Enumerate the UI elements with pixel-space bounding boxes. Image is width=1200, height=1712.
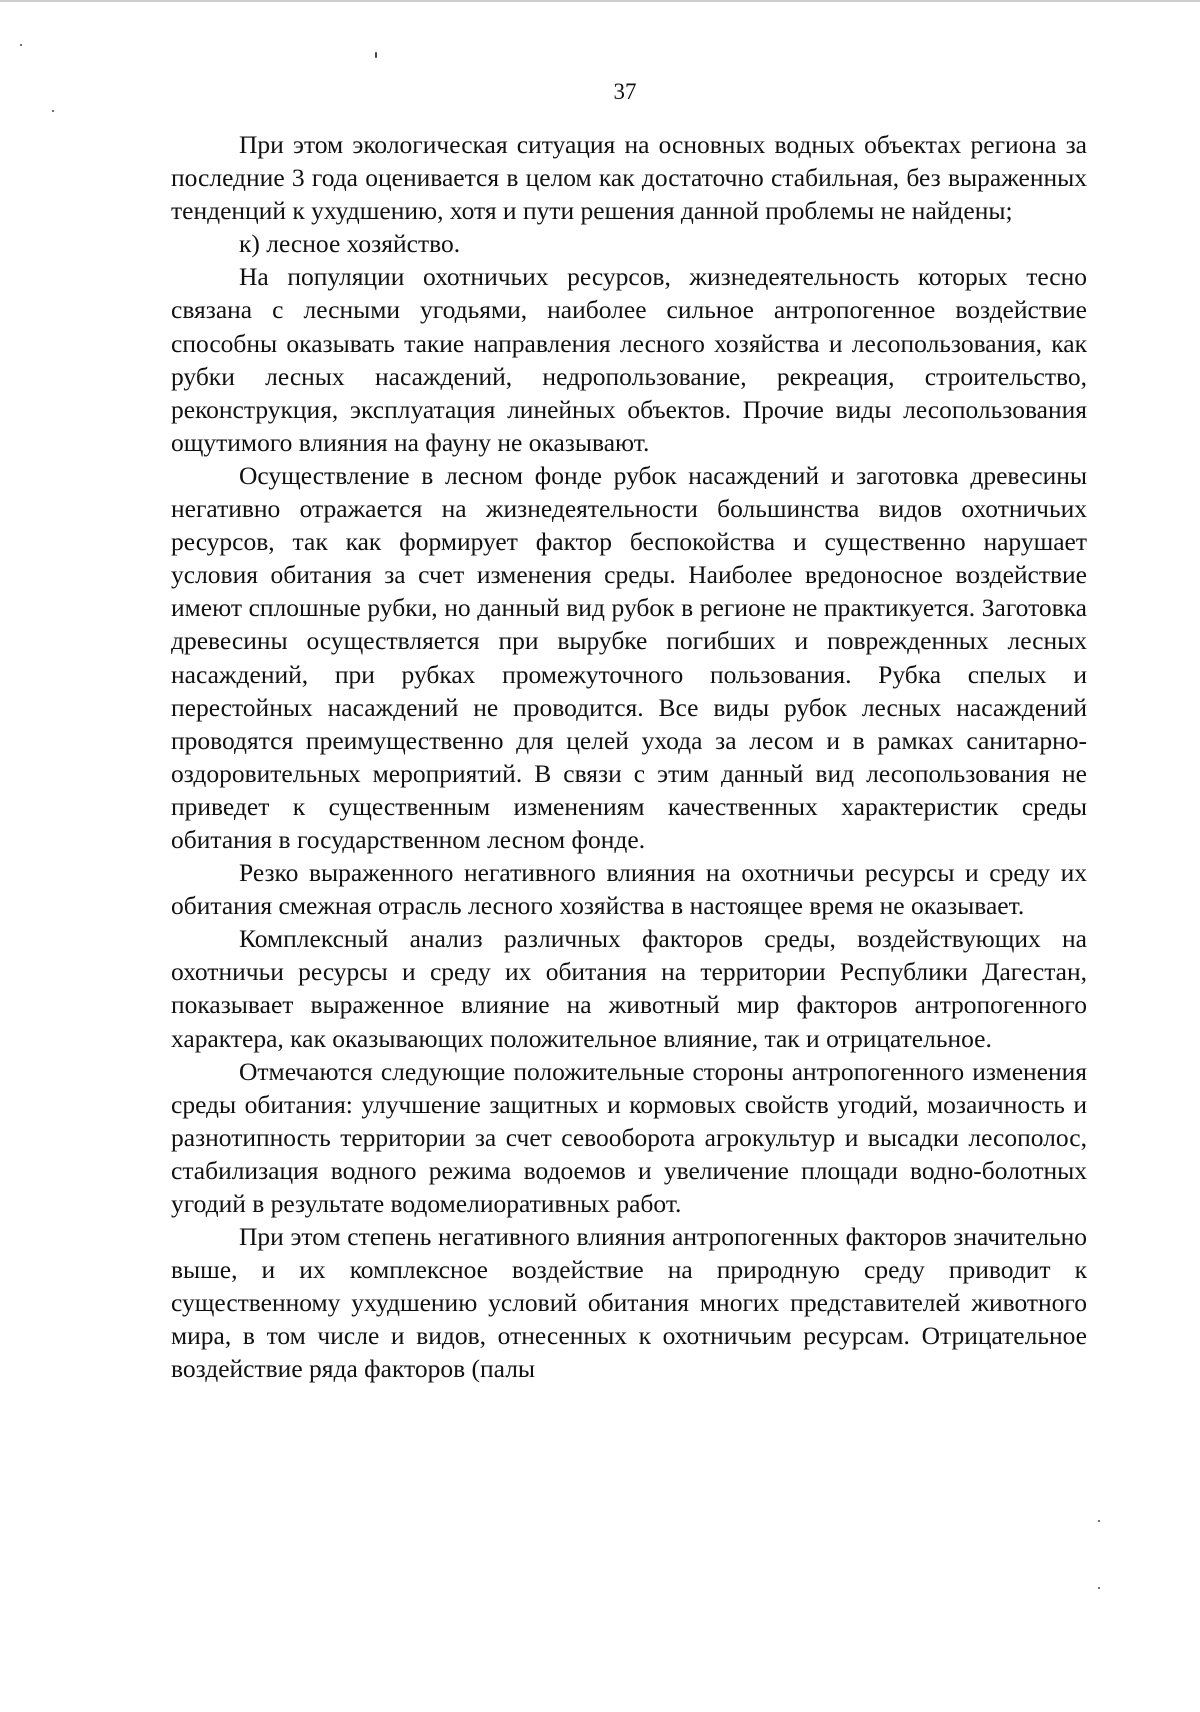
page-number: 37 <box>613 79 637 104</box>
paragraph: Комплексный анализ различных факторов среды, воздействующих на охотничьи ресурсы и среду их обитания на территории Республики Дагестан, показывает выраженное влияние на животный мир факторов антропогенного характера, как оказывающих положительное влияние, так и отрицательное. <box>171 924 1087 1053</box>
paragraph: На популяции охотничьих ресурсов, жизнедеятельность которых тесно связана с лесными угодьями, наиболее сильное антропогенное воздействие способны оказывать такие направления лесного хозяйства и лесопользования, как рубки лесных насаждений, недропользование, рекреация, строительство, реконструкция, эксплуатация линейных объектов. Прочие виды лесопользования ощутимого влияния на фауну не оказывают. <box>171 262 1087 457</box>
paragraph: Отмечаются следующие положительные стороны антропогенного изменения среды обитания: улучшение защитных и кормовых свойств угодий, мозаичность и разнотипность территории за счет севооборота агрокультур и высадки лесополос, стабилизация водного режима водоемов и увеличение площади водно-болотных угодий в результате водомелиоративных работ. <box>171 1056 1087 1218</box>
scan-top-edge <box>0 0 1200 2</box>
scan-speck <box>375 52 377 58</box>
paragraph: Резко выраженного негативного влияния на охотничьи ресурсы и среду их обитания смежная отрасль лесного хозяйства в настоящее время не оказывает. <box>171 858 1087 921</box>
paragraph: Осуществление в лесном фонде рубок насаждений и заготовка древесины негативно отражается на жизнедеятельности большинства видов охотничьих ресурсов, так как формирует фактор беспокойства и существенно нарушает условия обитания за счет изменения среды. Наиболее вредоносное воздействие имеют сплошные рубки, но данный вид рубок в регионе не практикуется. Заготовка древесины осуществляется при вырубке погибших и поврежденных лесных насаждений, при рубках промежуточного пользования. Рубка спелых и перестойных насаждений не проводится. Все виды рубок лесных насаждений проводятся преимущественно для целей ухода за лесом и в рамках санитарно-оздоровительных мероприятий. В связи с этим данный вид лесопользования не приведет к существенным изменениям качественных характеристик среды обитания в государственном лесном фонде. <box>171 460 1087 854</box>
body-text <box>171 128 1087 1386</box>
scan-speck <box>1098 1520 1100 1522</box>
paragraph: При этом степень негативного влияния антропогенных факторов значительно выше, и их комплексное воздействие на природную среду приводит к существенному ухудшению условий обитания многих представителей животного мира, в том числе и видов, отнесенных к охотничьим ресурсам. Отрицательное воздействие ряда факторов (палы <box>171 1222 1087 1384</box>
section-heading-forestry: к) лесное хозяйство. <box>239 229 461 259</box>
scan-speck <box>52 110 54 112</box>
scan-speck <box>20 44 22 46</box>
scan-speck <box>1098 1587 1100 1589</box>
paragraph: При этом экологическая ситуация на основных водных объектах региона за последние 3 года оценивается в целом как достаточно стабильная, без выраженных тенденций к ухудшению, хотя и пути решения данной проблемы не найдены; <box>171 130 1087 226</box>
